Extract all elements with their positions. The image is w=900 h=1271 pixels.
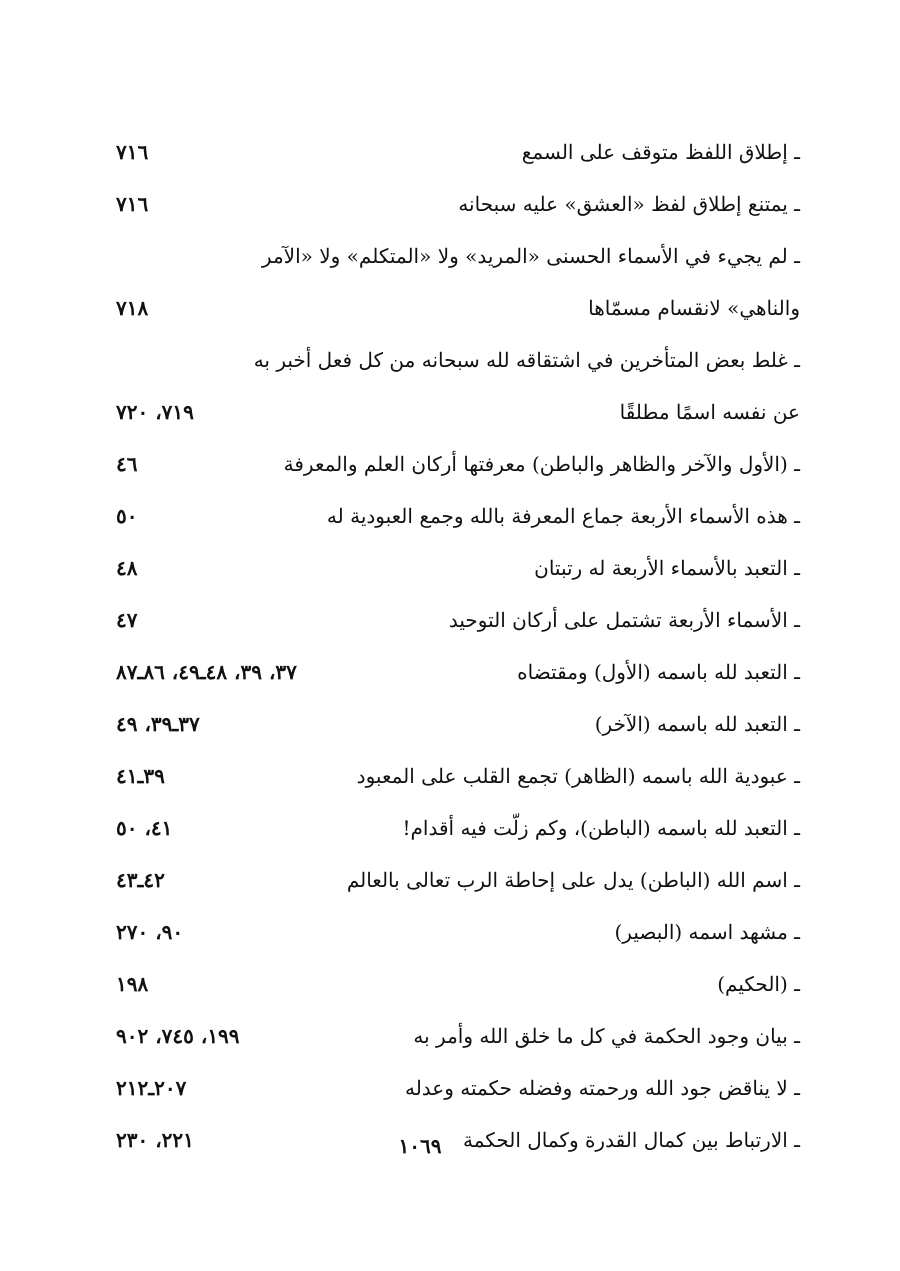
entry-pages: ٤٨ xyxy=(116,556,138,580)
entry-text: ـ التعبد بالأسماء الأربعة له رتبتان xyxy=(534,556,800,580)
entry-pages: ٧١٨ xyxy=(116,296,149,320)
index-entry xyxy=(110,542,800,594)
entry-text: ـ يمتنع إطلاق لفظ «العشق» عليه سبحانه xyxy=(458,192,800,216)
index-entry xyxy=(110,126,800,178)
entry-text: ـ إطلاق اللفظ متوقف على السمع xyxy=(521,140,800,164)
index-entry xyxy=(110,646,800,698)
entry-pages: ٤٧ xyxy=(116,608,138,632)
entry-text: ـ عبودية الله باسمه (الظاهر) تجمع القلب على المعبود xyxy=(356,764,800,788)
entry-text: ـ الارتباط بين كمال القدرة وكمال الحكمة xyxy=(462,1128,800,1152)
entry-pages: ١٩٨ xyxy=(116,972,149,996)
index-entry xyxy=(110,698,800,750)
entry-pages: ٧١٦ xyxy=(116,192,149,216)
entry-text: ـ اسم الله (الباطن) يدل على إحاطة الرب تعالى بالعالم xyxy=(346,868,800,892)
entry-pages: ٥٠ xyxy=(116,504,138,528)
entry-text: ـ لم يجيء في الأسماء الحسنى «المريد» ولا «المتكلم» ولا «الآمر xyxy=(261,244,800,268)
entry-text: عن نفسه اسمًا مطلقًا xyxy=(619,400,800,424)
entry-pages: ٧١٦ xyxy=(116,140,149,164)
index-entry xyxy=(110,230,800,282)
entry-text: ـ التعبد لله باسمه (الأول) ومقتضاه xyxy=(517,660,800,684)
index-entry xyxy=(110,438,800,490)
entry-text: ـ بيان وجود الحكمة في كل ما خلق الله وأمر به xyxy=(413,1024,800,1048)
entry-text: ـ (الحكيم) xyxy=(717,972,800,996)
entry-pages: ١٩٩، ٧٤٥، ٩٠٢ xyxy=(116,1024,240,1048)
entry-pages: ٤٦ xyxy=(116,452,138,476)
index-entry xyxy=(110,854,800,906)
index-entry xyxy=(110,334,800,386)
index-entry xyxy=(110,386,800,438)
index-entry xyxy=(110,490,800,542)
index-entry xyxy=(110,1062,800,1114)
entry-pages: ٣٧ـ٣٩، ٤٩ xyxy=(116,712,200,736)
index-entry xyxy=(110,906,800,958)
index-entry xyxy=(110,594,800,646)
index-entry xyxy=(110,802,800,854)
page-number: ١٠٦٩ xyxy=(398,1134,442,1158)
entry-pages: ٧١٩، ٧٢٠ xyxy=(116,400,194,424)
entry-pages: ٤١، ٥٠ xyxy=(116,816,173,840)
index-entry xyxy=(110,282,800,334)
entry-pages: ٣٩ـ٤١ xyxy=(116,764,165,788)
index-entries xyxy=(110,126,800,1166)
entry-text: ـ التعبد لله باسمه (الآخر) xyxy=(594,712,800,736)
index-entry xyxy=(110,178,800,230)
entry-text: ـ (الأول والآخر والظاهر والباطن) معرفتها أركان العلم والمعرفة xyxy=(283,452,800,476)
entry-pages: ٢٢١، ٢٣٠ xyxy=(116,1128,194,1152)
index-entry xyxy=(110,958,800,1010)
entry-pages: ٣٧، ٣٩، ٤٨ـ٤٩، ٨٦ـ٨٧ xyxy=(116,660,297,684)
entry-text: ـ لا يناقض جود الله ورحمته وفضله حكمته وعدله xyxy=(404,1076,800,1100)
index-entry xyxy=(110,750,800,802)
entry-text: ـ هذه الأسماء الأربعة جماع المعرفة بالله وجمع العبودية له xyxy=(326,504,800,528)
entry-text: ـ مشهد اسمه (البصير) xyxy=(614,920,800,944)
entry-text: ـ التعبد لله باسمه (الباطن)، وكم زلّت فيه أقدام! xyxy=(402,816,800,840)
entry-pages: ٩٠، ٢٧٠ xyxy=(116,920,184,944)
entry-text: ـ الأسماء الأربعة تشتمل على أركان التوحيد xyxy=(448,608,800,632)
entry-pages: ٤٢ـ٤٣ xyxy=(116,868,165,892)
entry-text: والناهي» لانقسام مسمّاها xyxy=(588,296,800,320)
entry-pages: ٢٠٧ـ٢١٢ xyxy=(116,1076,187,1100)
index-entry xyxy=(110,1010,800,1062)
entry-text: ـ غلط بعض المتأخرين في اشتقاقه لله سبحانه من كل فعل أخبر به xyxy=(253,348,800,372)
